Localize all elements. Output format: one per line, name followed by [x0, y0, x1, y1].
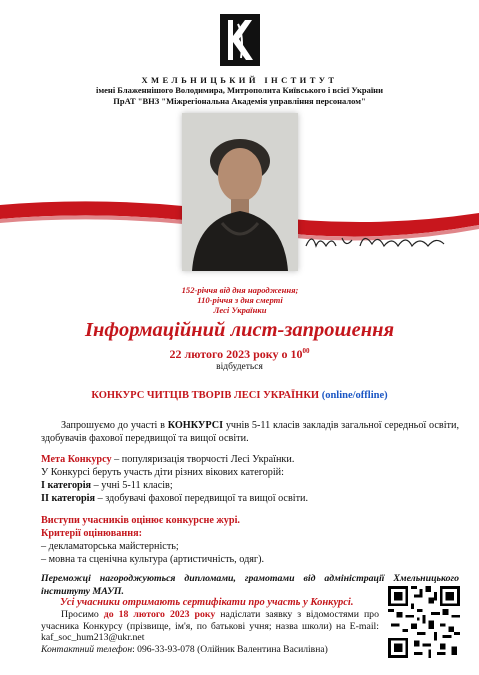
qr-code[interactable]	[388, 586, 460, 658]
jury-line: Виступи учасників оцінює конкурсне журі.	[41, 515, 240, 526]
goal-line: Мета Конкурсу – популяризація творчості Лесі Українки.	[41, 454, 295, 465]
signature-image	[302, 228, 452, 254]
category-2: ІІ категорія – здобувачі фахової передвищої та вищої освіти.	[41, 493, 309, 504]
event-happens: відбудеться	[216, 362, 263, 372]
event-date: 22 лютого 2023 року о $10^{00}$	[169, 347, 310, 361]
awards-text: Переможці нагороджуються дипломами, грамотами від адміністрації Хмельницького інституту МАУП.	[41, 573, 459, 597]
institute-name: ХМЕЛЬНИЦЬКИЙ ІНСТИТУТ	[141, 75, 338, 85]
anniversary-line-1: 152-річчя від дня народження;	[181, 285, 299, 295]
portrait-photo	[182, 113, 298, 271]
criterion-1: – декламаторська майстерність;	[41, 541, 179, 552]
anniversary-line-2: 110-річчя з дня смерті	[197, 295, 283, 305]
categories-intro: У Конкурсі беруть участь діти різних вікових категорій:	[41, 467, 284, 478]
institute-dedication: імені Блаженнішого Володимира, Митрополита Київського і всієї України	[96, 85, 383, 95]
criterion-2: – мовна та сценічна культура (артистичність, одяг).	[41, 554, 265, 565]
institute-parent: ПрАТ "ВНЗ "Міжрегіональна Академія управління персоналом"	[113, 96, 366, 106]
contact-line: Контактний телефон: 096-33-93-078 (Олійник Валентина Василівна)	[41, 644, 328, 655]
category-1: І категорія – учні 5-11 класів;	[41, 480, 173, 491]
request-paragraph: Просимо до 18 лютого 2023 року надіслати заявку з відомостями про учасника Конкурсу (прізвище, ім'я, по батькові учня; назва школи) на E-mail: kaf_soc_hum213@ukr.net	[41, 609, 379, 644]
certificates-text: Усі учасники отримають сертифікати про участь у Конкурсі.	[60, 597, 354, 608]
intro-paragraph: Запрошуємо до участі в КОНКУРСІ учнів 5-11 класів закладів загальної середньої освіти, здобувачів фахової передвищої та вищої освіти.	[41, 420, 459, 444]
institute-logo	[220, 14, 260, 66]
criteria-label: Критерії оцінювання:	[41, 528, 143, 539]
contest-name: КОНКУРС ЧИТЦІВ ТВОРІВ ЛЕСІ УКРАЇНКИ (online/offline)	[91, 390, 388, 401]
anniversary-line-3: Лесі Українки	[213, 305, 267, 315]
page-title: Інформаційний лист-запрошення	[84, 319, 395, 341]
